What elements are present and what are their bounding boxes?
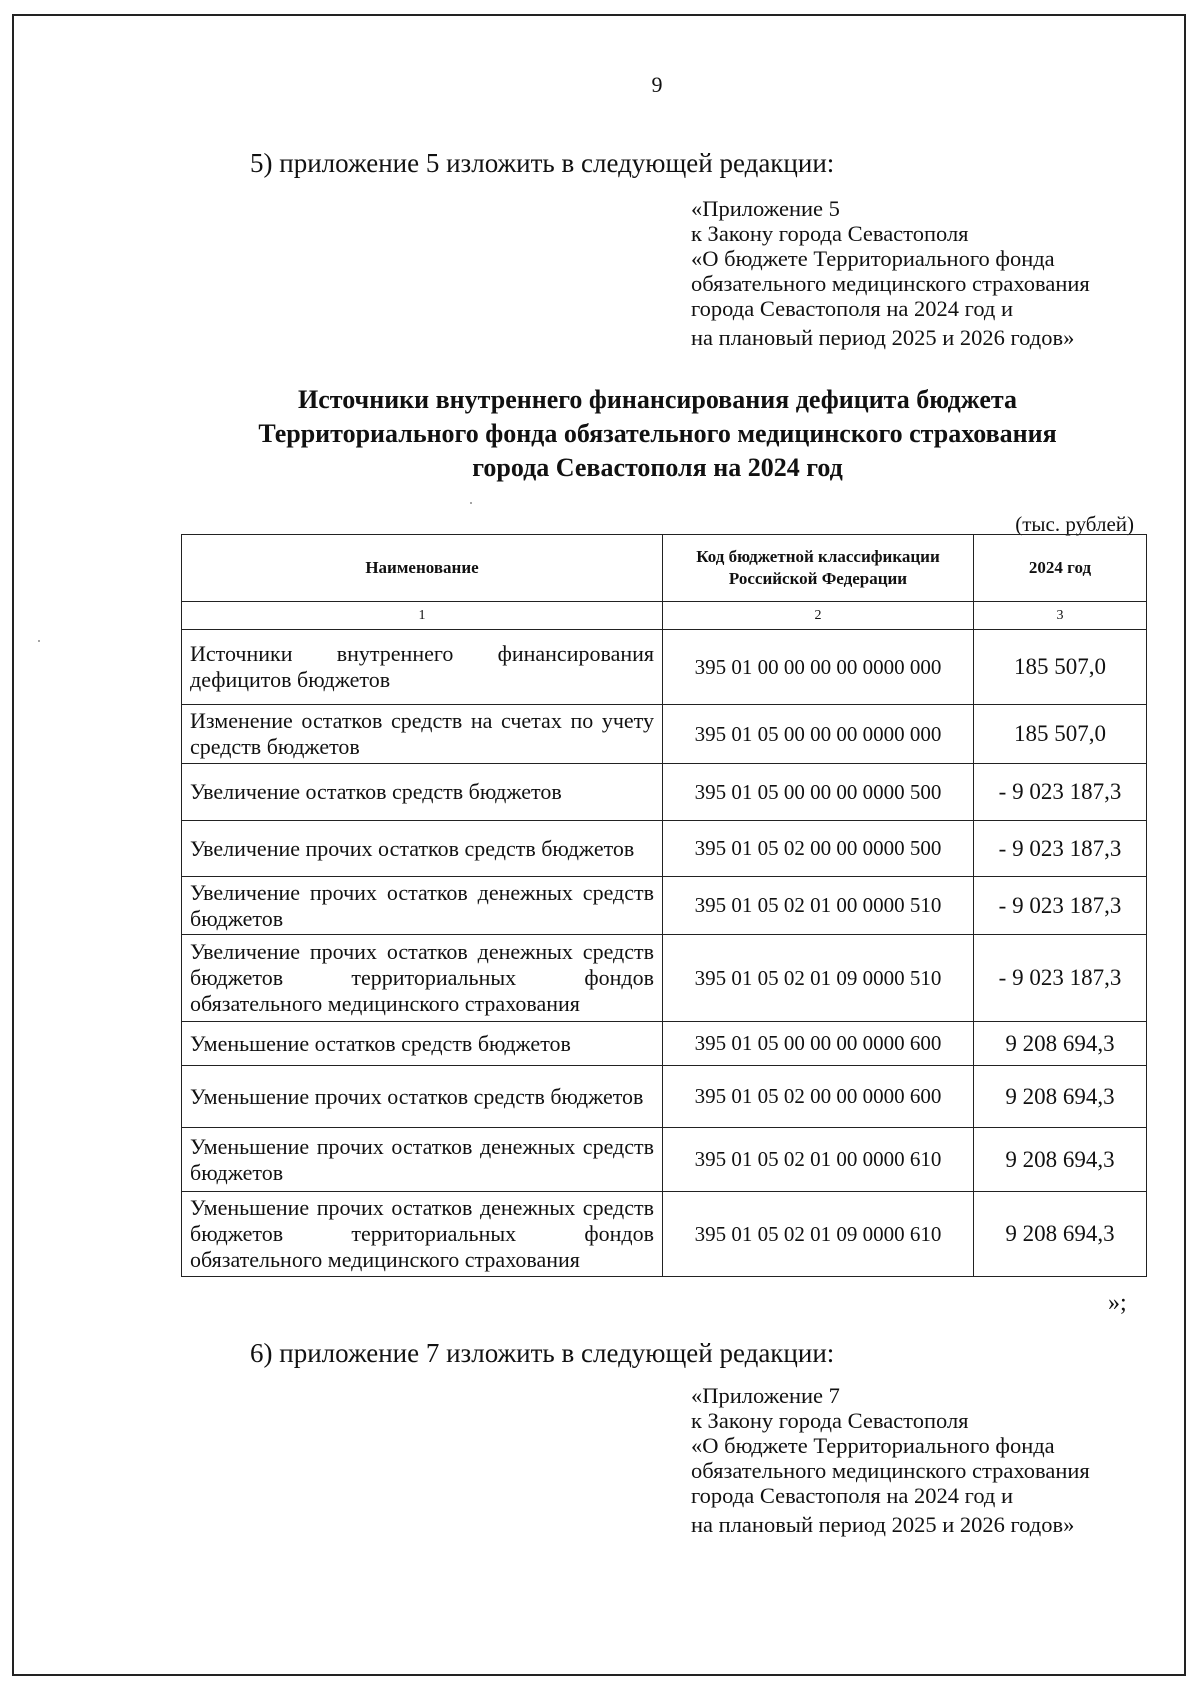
scan-speck bbox=[38, 640, 40, 642]
row-value: 9 208 694,3 bbox=[974, 1022, 1147, 1066]
item-5-heading: 5) приложение 5 изложить в следующей редакции: bbox=[250, 148, 835, 178]
row-name: Уменьшение прочих остатков денежных средств бюджетов bbox=[182, 1128, 663, 1192]
row-name: Увеличение прочих остатков денежных средств бюджетов территориальных фондов обязательного медицинского страхования bbox=[182, 935, 663, 1022]
row-value: 9 208 694,3 bbox=[974, 1128, 1147, 1192]
row-code: 395 01 05 00 00 00 0000 500 bbox=[663, 764, 974, 821]
scan-speck bbox=[470, 502, 472, 504]
row-name: Увеличение прочих остатков денежных средств бюджетов bbox=[182, 877, 663, 935]
appendix-ref-line: на плановый период 2025 и 2026 годов» bbox=[691, 1512, 1075, 1537]
units-label: (тыс. рублей) bbox=[1015, 512, 1134, 536]
row-value: - 9 023 187,3 bbox=[974, 935, 1147, 1022]
table-row bbox=[182, 764, 1147, 821]
closing-quote-mark: »; bbox=[1108, 1290, 1127, 1316]
row-name: Источники внутреннего финансирования дефицитов бюджетов bbox=[182, 630, 663, 705]
table-row bbox=[182, 630, 1147, 705]
row-value: 9 208 694,3 bbox=[974, 1192, 1147, 1277]
row-value: 9 208 694,3 bbox=[974, 1066, 1147, 1128]
row-code: 395 01 05 02 01 09 0000 510 bbox=[663, 935, 974, 1022]
page-number: 9 bbox=[651, 72, 663, 97]
row-name: Уменьшение остатков средств бюджетов bbox=[182, 1022, 663, 1066]
title-line: Территориального фонда обязательного медицинского страхования bbox=[258, 419, 1057, 448]
row-value: 185 507,0 bbox=[974, 705, 1147, 764]
column-number-row bbox=[182, 602, 1147, 630]
appendix-ref-line: обязательного медицинского страхования bbox=[691, 1458, 1090, 1483]
appendix-ref-line: города Севастополя на 2024 год и bbox=[691, 1483, 1014, 1508]
row-value: - 9 023 187,3 bbox=[974, 821, 1147, 877]
title-line: города Севастополя на 2024 год bbox=[472, 453, 843, 482]
row-name: Увеличение прочих остатков средств бюджетов bbox=[182, 821, 663, 877]
row-code: 395 01 05 02 01 09 0000 610 bbox=[663, 1192, 974, 1277]
appendix-ref-line: «Приложение 5 bbox=[691, 196, 840, 221]
appendix-ref-line: города Севастополя на 2024 год и bbox=[691, 296, 1014, 321]
document-title bbox=[170, 383, 1145, 485]
item-6-heading: 6) приложение 7 изложить в следующей редакции: bbox=[250, 1338, 835, 1368]
appendix-ref-line: на плановый период 2025 и 2026 годов» bbox=[691, 325, 1075, 350]
appendix-5-reference bbox=[691, 196, 1090, 350]
table-row bbox=[182, 1192, 1147, 1277]
row-name: Уменьшение прочих остатков средств бюджетов bbox=[182, 1066, 663, 1128]
table-row bbox=[182, 1128, 1147, 1192]
row-code: 395 01 05 02 00 00 0000 600 bbox=[663, 1066, 974, 1128]
table-header-row bbox=[182, 535, 1147, 602]
row-code: 395 01 05 00 00 00 0000 600 bbox=[663, 1022, 974, 1066]
row-name: Увеличение остатков средств бюджетов bbox=[182, 764, 663, 821]
column-number: 3 bbox=[974, 602, 1147, 630]
appendix-ref-line: обязательного медицинского страхования bbox=[691, 271, 1090, 296]
column-number: 2 bbox=[663, 602, 974, 630]
row-code: 395 01 05 02 00 00 0000 500 bbox=[663, 821, 974, 877]
appendix-ref-line: «О бюджете Территориального фонда bbox=[691, 246, 1055, 271]
appendix-7-reference bbox=[691, 1383, 1090, 1537]
table-row bbox=[182, 1066, 1147, 1128]
appendix-ref-line: «Приложение 7 bbox=[691, 1383, 840, 1408]
title-line: Источники внутреннего финансирования дефицита бюджета bbox=[298, 385, 1017, 414]
row-name: Изменение остатков средств на счетах по учету средств бюджетов bbox=[182, 705, 663, 764]
table-row bbox=[182, 877, 1147, 935]
appendix-ref-line: к Закону города Севастополя bbox=[691, 1408, 969, 1433]
row-value: 185 507,0 bbox=[974, 630, 1147, 705]
row-value: - 9 023 187,3 bbox=[974, 764, 1147, 821]
financing-sources-table bbox=[181, 534, 1147, 1277]
row-name: Уменьшение прочих остатков денежных средств бюджетов территориальных фондов обязательного медицинского страхования bbox=[182, 1192, 663, 1277]
row-code: 395 01 05 00 00 00 0000 000 bbox=[663, 705, 974, 764]
table-row bbox=[182, 935, 1147, 1022]
header-name: Наименование bbox=[182, 535, 663, 602]
row-code: 395 01 05 02 01 00 0000 510 bbox=[663, 877, 974, 935]
row-code: 395 01 00 00 00 00 0000 000 bbox=[663, 630, 974, 705]
row-value: - 9 023 187,3 bbox=[974, 877, 1147, 935]
appendix-ref-line: к Закону города Севастополя bbox=[691, 221, 969, 246]
column-number: 1 bbox=[182, 602, 663, 630]
appendix-ref-line: «О бюджете Территориального фонда bbox=[691, 1433, 1055, 1458]
row-code: 395 01 05 02 01 00 0000 610 bbox=[663, 1128, 974, 1192]
header-year: 2024 год bbox=[974, 535, 1147, 602]
table-row bbox=[182, 1022, 1147, 1066]
header-code: Код бюджетной классификации Российской Федерации bbox=[663, 535, 974, 602]
table-row bbox=[182, 705, 1147, 764]
table-row bbox=[182, 821, 1147, 877]
